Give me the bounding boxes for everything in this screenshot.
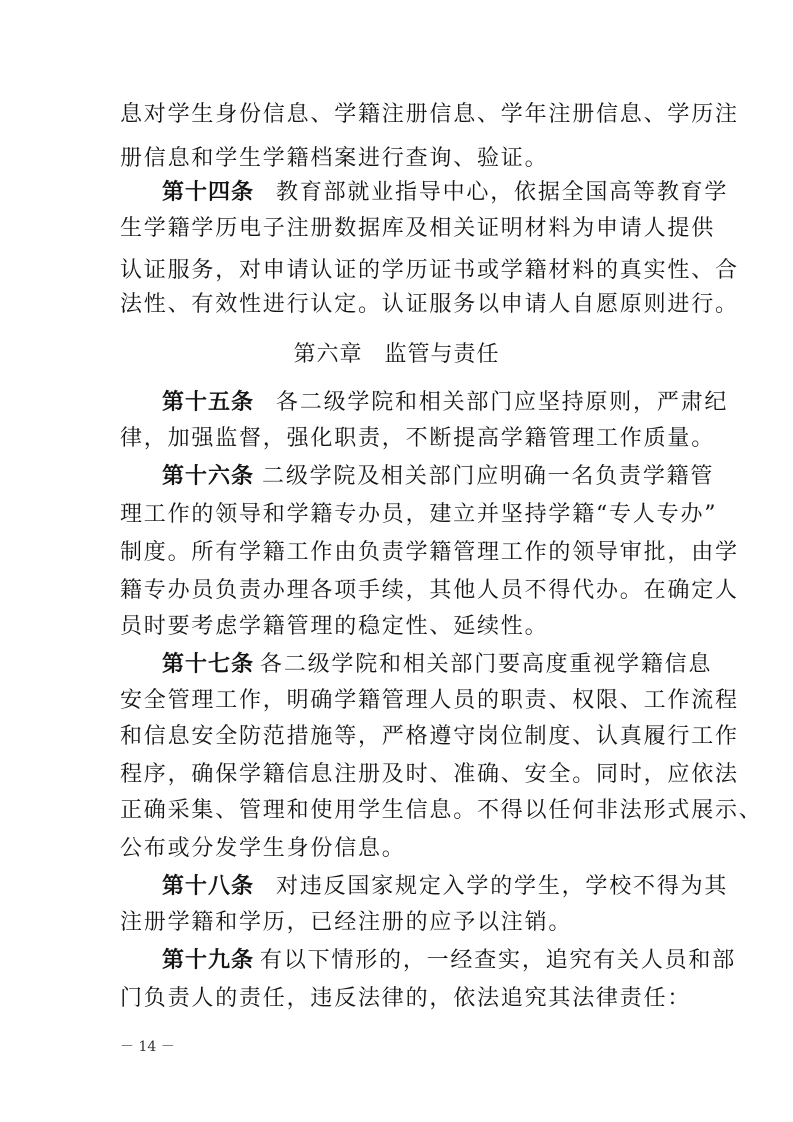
chapter-number: 第六章 xyxy=(293,342,363,367)
text: 教育部就业指导中心，依据全国高等教育学 xyxy=(276,180,729,205)
text-line: 籍专办员负责办理各项手续，其他人员不得代办。在确定人 xyxy=(120,578,739,603)
text-line: 息对学生身份信息、学籍注册信息、学年注册信息、学历注 xyxy=(120,102,739,127)
text-line: 理工作的领导和学籍专办员，建立并坚持学籍“专人专办” xyxy=(120,502,718,527)
text-line: 律，加强监督，强化职责，不断提高学籍管理工作质量。 xyxy=(120,426,716,451)
article-19-label: 第十九条 xyxy=(162,948,255,973)
text-line: 员时要考虑学籍管理的稳定性、延续性。 xyxy=(120,614,549,639)
article-18-line xyxy=(162,872,729,902)
article-17-label: 第十七条 xyxy=(162,652,255,677)
text: 各二级学院和相关部门要高度重视学籍信息 xyxy=(260,652,713,677)
text-line: 册信息和学生学籍档案进行查询、验证。 xyxy=(120,146,549,171)
article-18-label: 第十八条 xyxy=(162,874,255,899)
article-19-line xyxy=(162,946,737,976)
text-line: 安全管理工作，明确学籍管理人员的职责、权限、工作流程 xyxy=(120,688,739,713)
text-line: 程序，确保学籍信息注册及时、准确、安全。同时，应依法 xyxy=(120,762,739,787)
article-14-label: 第十四条 xyxy=(162,180,255,205)
article-15-label: 第十五条 xyxy=(162,390,255,415)
chapter-title: 监管与责任 xyxy=(384,342,500,367)
text-line: 制度。所有学籍工作由负责学籍管理工作的领导审批，由学 xyxy=(120,540,739,565)
article-16-label: 第十六条 xyxy=(162,464,255,489)
article-16-line xyxy=(162,462,715,492)
text-line: 正确采集、管理和使用学生信息。不得以任何非法形式展示、 xyxy=(120,798,763,823)
article-14-line xyxy=(162,178,729,208)
text-line: 法性、有效性进行认定。认证服务以申请人自愿原则进行。 xyxy=(120,292,739,317)
page-number: － 14 － xyxy=(120,1039,175,1055)
article-15-line xyxy=(162,388,729,418)
text-line: 和信息安全防范措施等，严格遵守岗位制度、认真履行工作 xyxy=(120,724,739,749)
text-line: 注册学籍和学历，已经注册的应予以注销。 xyxy=(120,910,573,935)
article-17-line xyxy=(162,650,713,680)
text: 二级学院及相关部门应明确一名负责学籍管 xyxy=(262,464,715,489)
text-line: 生学籍学历电子注册数据库及相关证明材料为申请人提供 xyxy=(120,216,716,241)
text: 各二级学院和相关部门应坚持原则，严肃纪 xyxy=(276,390,729,415)
text: 有以下情形的，一经查实，追究有关人员和部 xyxy=(260,948,737,973)
text-line: 公布或分发学生身份信息。 xyxy=(120,836,406,861)
chapter-heading xyxy=(0,340,793,370)
text-line: 门负责人的责任，违反法律的，依法追究其法律责任： xyxy=(120,986,692,1011)
text-line: 认证服务，对申请认证的学历证书或学籍材料的真实性、合 xyxy=(120,258,739,283)
text: 对违反国家规定入学的学生，学校不得为其 xyxy=(276,874,729,899)
